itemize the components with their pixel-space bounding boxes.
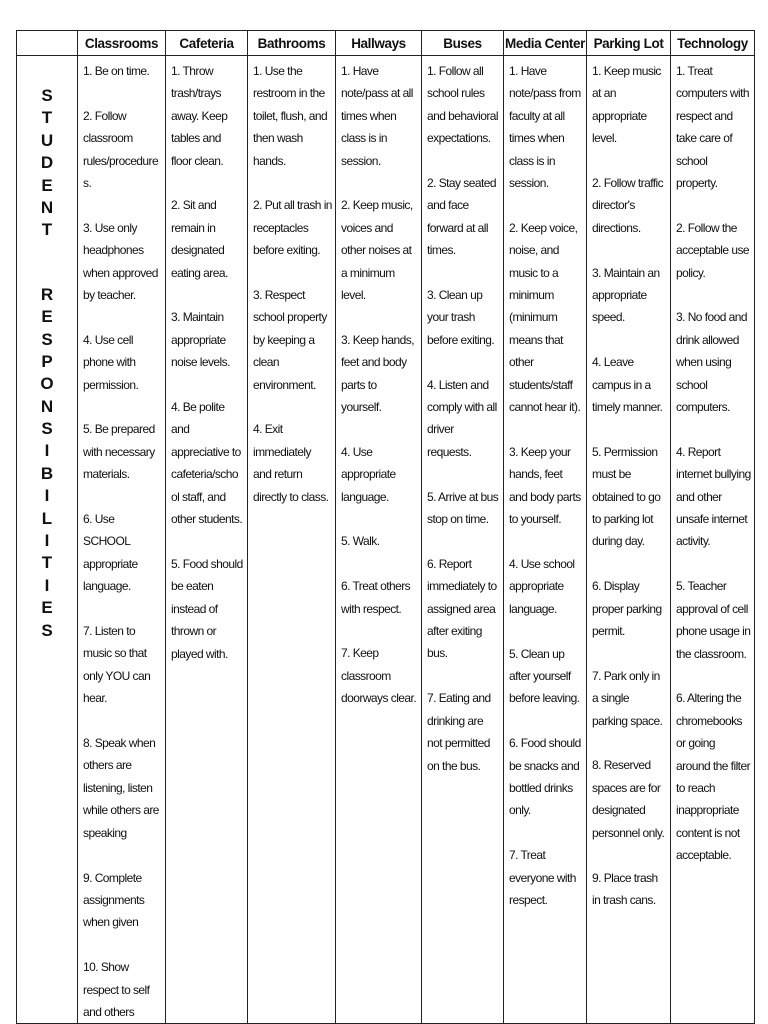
side-label-cell	[17, 56, 78, 1024]
buses-rule: 3. Clean up your trash before exiting.	[427, 288, 495, 347]
parking-lot-rule: 4. Leave campus in a timely manner.	[592, 355, 663, 415]
side-letter: P	[41, 351, 53, 371]
side-letter: S	[41, 86, 53, 105]
technology-rule: 3. No food and drink allowed when using school computers.	[676, 310, 748, 415]
side-letter: T	[41, 108, 53, 128]
classrooms-rule: 1. Be on time.	[83, 64, 150, 78]
classrooms-rule: 5. Be prepared with necessary materials.	[83, 422, 155, 482]
side-letter: E	[41, 175, 53, 195]
media-center-rule: 7. Treat everyone with respect.	[509, 848, 576, 907]
column-header-buses: Buses	[422, 31, 504, 56]
header-row	[17, 31, 755, 56]
classrooms-rule: 3. Use only headphones when approved by teacher.	[83, 220, 158, 303]
parking-lot-rule: 3. Maintain an appropriate speed.	[592, 265, 660, 325]
side-letter: I	[44, 575, 50, 595]
classrooms-rule: 6. Use SCHOOL appropriate language.	[83, 512, 138, 594]
side-letter: D	[40, 153, 54, 173]
classrooms-rule: 7. Listen to music so that only YOU can hear.	[83, 624, 151, 706]
cafeteria-rule: 3. Maintain appropriate noise levels.	[171, 310, 230, 370]
buses-rules-cell	[422, 56, 504, 1024]
technology-rule: 6. Altering the chromebooks or going around the filter to reach inappropriate content is not acceptable.	[676, 691, 751, 863]
technology-rules-cell	[671, 56, 755, 1024]
bathrooms-rule: 2. Put all trash in receptacles before exiting.	[253, 198, 332, 258]
hallways-rule: 6. Treat others with respect.	[341, 579, 411, 616]
side-letter: S	[41, 329, 53, 349]
column-header-classrooms: Classrooms	[78, 31, 166, 56]
side-letter: I	[44, 531, 50, 551]
media-center-rule: 4. Use school appropriate language.	[509, 556, 575, 616]
corner-cell	[17, 31, 78, 56]
buses-rule: 4. Listen and comply with all driver requests.	[427, 377, 497, 459]
technology-rule: 2. Follow the acceptable use policy.	[676, 220, 750, 280]
column-header-hallways: Hallways	[336, 31, 422, 56]
side-letter: E	[41, 598, 53, 618]
hallways-rule: 5. Walk.	[341, 534, 380, 549]
hallways-rule: 3. Keep hands, feet and body parts to yourself.	[341, 332, 415, 415]
cafeteria-rule: 4. Be polite and appreciative to cafeteria/school staff, and other students.	[171, 400, 243, 527]
parking-lot-rule: 9. Place trash in trash cans.	[592, 870, 658, 907]
classrooms-rule: 9. Complete assignments when given	[83, 870, 145, 930]
media-center-rules-cell	[504, 56, 587, 1024]
column-header-technology: Technology	[671, 31, 755, 56]
parking-lot-rule: 1. Keep music at an appropriate level.	[592, 64, 661, 146]
hallways-rule: 7. Keep classroom doorways clear.	[341, 646, 417, 706]
bathrooms-rule: 3. Respect school property by keeping a clean environment.	[253, 288, 327, 392]
media-center-rule: 2. Keep voice, noise, and music to a minimum (minimum means that other students/staff cannot hear it).	[509, 220, 581, 415]
classrooms-rules-cell	[78, 56, 166, 1024]
bathrooms-rules-cell	[248, 56, 336, 1024]
classrooms-rule: 4. Use cell phone with permission.	[83, 332, 139, 392]
media-center-rule: 3. Keep your hands, feet and body parts to yourself.	[509, 444, 581, 527]
technology-rule: 4. Report internet bullying and other unsafe internet activity.	[676, 444, 751, 549]
side-letter: T	[41, 220, 53, 240]
side-letter: N	[40, 396, 54, 416]
cafeteria-rule: 2. Sit and remain in designated eating area.	[171, 198, 228, 280]
column-header-bathrooms: Bathrooms	[248, 31, 336, 56]
media-center-rule: 5. Clean up after yourself before leaving.	[509, 646, 580, 706]
buses-rule: 1. Follow all school rules and behavioral expectations.	[427, 64, 499, 146]
side-letter: R	[40, 284, 54, 304]
hallways-rule: 4. Use appropriate language.	[341, 444, 396, 504]
parking-lot-rules-cell	[587, 56, 671, 1024]
rules-row	[17, 56, 755, 1024]
side-letter: E	[41, 307, 53, 327]
hallways-rules-cell	[336, 56, 422, 1024]
parking-lot-rule: 8. Reserved spaces are for designated personnel only.	[592, 758, 665, 840]
side-letter: S	[41, 419, 53, 439]
bathrooms-rule: 1. Use the restroom in the toilet, flush, and then wash hands.	[253, 64, 328, 168]
classrooms-rule: 8. Speak when others are listening, listen while others are speaking	[83, 736, 159, 840]
hallways-rule: 1. Have note/pass at all times when class is in session.	[341, 64, 413, 168]
buses-rule: 5. Arrive at bus stop on time.	[427, 489, 499, 527]
column-header-parking-lot: Parking Lot	[587, 31, 671, 56]
hallways-rule: 2. Keep music, voices and other noises at a minimum level.	[341, 198, 413, 303]
column-header-media-center: Media Center	[504, 31, 587, 56]
media-center-rule: 1. Have note/pass from faculty at all times when class is in session.	[509, 64, 581, 191]
parking-lot-rule: 2. Follow traffic director's directions.	[592, 176, 664, 235]
side-letter: T	[41, 553, 53, 573]
side-letter: I	[44, 486, 50, 506]
side-letter: O	[40, 374, 54, 394]
classrooms-rule: 2. Follow classroom rules/procedures.	[83, 108, 159, 191]
parking-lot-rule: 7. Park only in a single parking space.	[592, 668, 663, 728]
side-letter: B	[40, 463, 54, 483]
responsibilities-table	[16, 30, 755, 1024]
side-letter: I	[44, 441, 50, 461]
side-letter: U	[40, 130, 54, 150]
cafeteria-rule: 5. Food should be eaten instead of thrown or played with.	[171, 556, 243, 661]
side-letter: N	[40, 197, 54, 217]
side-letter: S	[41, 620, 53, 640]
cafeteria-rule: 1. Throw trash/trays away. Keep tables and floor clean.	[171, 64, 228, 168]
side-label	[17, 56, 77, 642]
buses-rule: 2. Stay seated and face forward at all times.	[427, 176, 497, 258]
media-center-rule: 6. Food should be snacks and bottled drinks only.	[509, 736, 581, 818]
parking-lot-rule: 6. Display proper parking permit.	[592, 579, 662, 639]
classrooms-rule: 10. Show respect to self and others	[83, 960, 150, 1019]
buses-rule: 7. Eating and drinking are not permitted on the bus.	[427, 691, 491, 773]
bathrooms-rule: 4. Exit immediately and return directly to class.	[253, 422, 329, 504]
buses-rule: 6. Report immediately to assigned area after exiting bus.	[427, 556, 497, 661]
cafeteria-rules-cell	[166, 56, 248, 1024]
column-header-cafeteria: Cafeteria	[166, 31, 248, 56]
technology-rule: 5. Teacher approval of cell phone usage in the classroom.	[676, 579, 751, 661]
side-letter: L	[41, 508, 53, 528]
technology-rule: 1. Treat computers with respect and take care of school property.	[676, 64, 749, 191]
parking-lot-rule: 5. Permission must be obtained to go to parking lot during day.	[592, 444, 661, 549]
